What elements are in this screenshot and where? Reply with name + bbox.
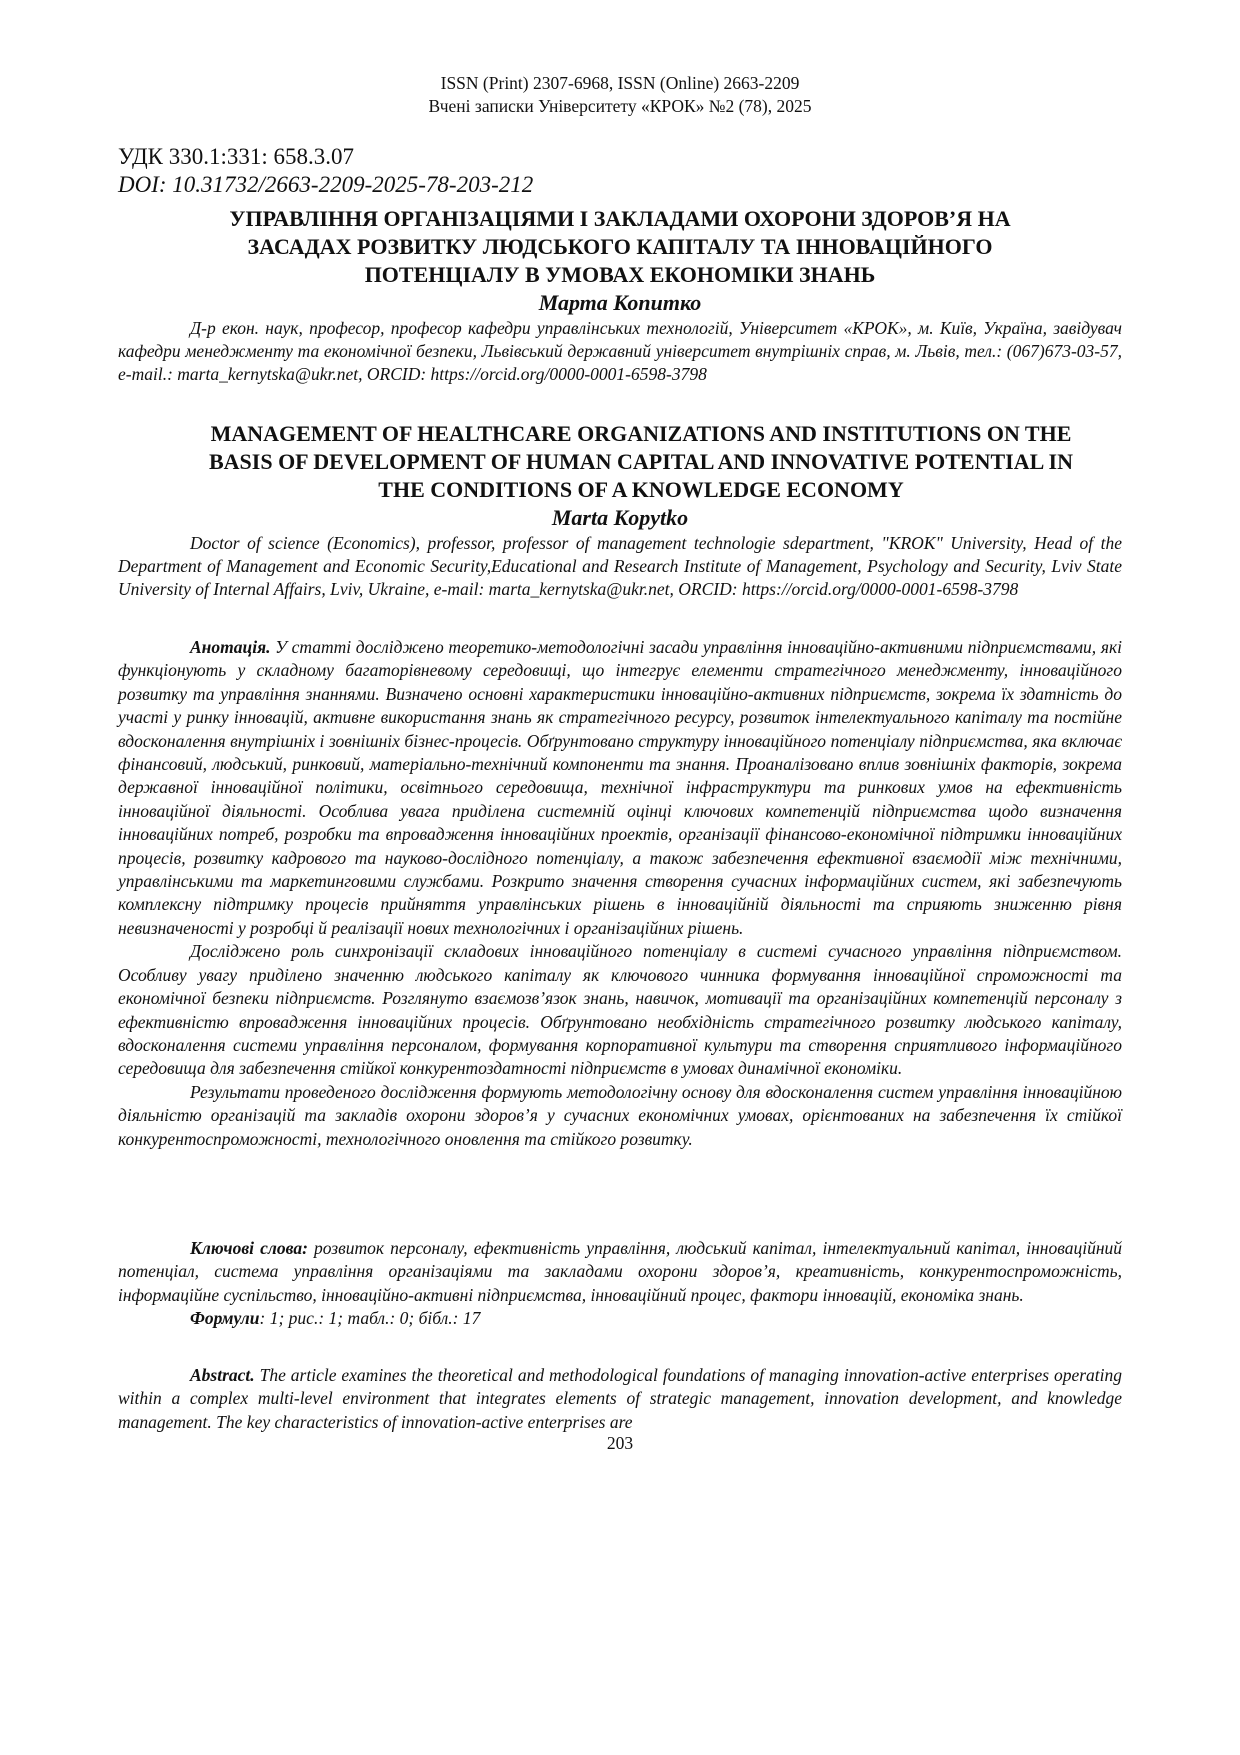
annotation-paragraph-2: Досліджено роль синхронізації складових інноваційного потенціалу в системі сучасного управління підприємством. Особливу увагу приділено значенню людського капіталу як ключового чинника формування інноваційної спроможності та економічної безпеки підприємств. Розглянуто взаємозв’язок знань, навичок, мотивації та організаційних компетенцій персоналу з ефективністю впровадження інноваційних процесів. Обґрунтовано необхідність стратегічного розвитку людського капіталу, вдосконалення системи управління персоналом, формування корпоративної культури та створення сприятливого інформаційного середовища для забезпечення стійкої конкурентоздатності підприємств в умовах динамічної економіки.: [118, 941, 1122, 1079]
annotation-paragraph-3: Результати проведеного дослідження формують методологічну основу для вдосконалення систем управління інноваційною діяльністю організацій та закладів охорони здоров’я у сучасних економічних умовах, орієнтованих на забезпечення їх стійкої конкурентоспроможності, технологічного оновлення та стійкого розвитку.: [118, 1081, 1122, 1149]
abstract-label: Abstract.: [190, 1365, 255, 1385]
english-title-block: [118, 420, 1122, 601]
author-affiliation-en: Doctor of science (Economics), professor, professor of management technologie sdepartment, "KROK" University, Head of the Department of Management and Economic Security,Educational and Research Institute of Management, Psychology and Security, Lviv State University of Internal Affairs, Lviv, Ukraine, e-mail: marta_kernytska@ukr.net, ORCID: https://orcid.org/0000-0001-6598-3798: [118, 533, 1122, 599]
doi[interactable]: DOI: 10.31732/2663-2209-2025-78-203-212: [118, 172, 534, 197]
annotation-text-1: У статті досліджено теоретико-методологічні засади управління інноваційно-активними підприємствами, які функціонують у складному багаторівневому середовищі, що інтегрує елементи стратегічного менеджменту, інноваційного розвитку та управління знаннями. Визначено основні характеристики інноваційно-активних підприємств, зокрема їх здатність до участі у ринку інновацій, активне використання знань як стратегічного ресурсу, розвиток інтелектуального капіталу та постійне вдосконалення внутрішніх і зовнішніх бізнес-процесів. Обґрунтовано структуру інноваційного потенціалу підприємства, яка включає фінансовий, людський, ринковий, матеріально-технічний компоненти та знання. Проаналізовано вплив зовнішніх факторів, зокрема державної інноваційної політики, освітнього середовища, технічної інфраструктури та ринкових умов на ефективність інноваційної діяльності. Особлива увага приділена системній оцінці ключових компетенцій підприємства щодо визначення інноваційних потреб, розробки та впровадження інноваційних проектів, організації фінансово-економічної підтримки інноваційних процесів, розвитку кадрового та науково-дослідного потенціалу, а також забезпечення ефективної взаємодії між технічними, управлінськими та маркетинговими службами. Розкрито значення створення сучасних інформаційних систем, які забезпечують комплексну підтримку процесів прийняття управлінських рішень в інноваційній діяльності та сприяють зниженню рівня невизначеності у розробці й реалізації нових технологічних і організаційних рішень.: [118, 637, 1122, 938]
issn-line: ISSN (Print) 2307-6968, ISSN (Online) 2663-2209: [440, 73, 800, 93]
author-name-uk: Марта Копитко: [538, 290, 702, 315]
keywords-block: [118, 1237, 1122, 1331]
journal-header: [0, 72, 1240, 118]
keywords-text: розвиток персоналу, ефективність управління, людський капітал, інтелектуальний капітал, інноваційний потенціал, система управління організаціями та закладами охорони здоров’я, креативність, конкурентоспроможність, інформаційне суспільство, інноваційно-активні підприємства, інноваційний процес, фактори інновацій, економіка знань.: [118, 1238, 1123, 1305]
abstract-paragraph: [118, 1364, 1122, 1434]
formulas-text: : 1; рис.: 1; табл.: 0; бібл.: 17: [259, 1308, 481, 1329]
journal-issue-line: Вчені записки Університету «КРОК» №2 (78), 2025: [428, 96, 812, 116]
author-name-en: Marta Kopytko: [551, 505, 689, 530]
abstract-en: [118, 1364, 1122, 1434]
formulas-line: [118, 1307, 1122, 1330]
udc-code: УДК 330.1:331: 658.3.07: [118, 144, 355, 169]
ukrainian-title-block: [118, 205, 1122, 386]
article-title-uk: УПРАВЛІННЯ ОРГАНІЗАЦІЯМИ І ЗАКЛАДАМИ ОХОРОНИ ЗДОРОВ’Я НА ЗАСАДАХ РОЗВИТКУ ЛЮДСЬКОГО КАПІТАЛУ ТА ІННОВАЦІЙНОГО ПОТЕНЦІАЛУ В УМОВАХ ЕКОНОМІКИ ЗНАНЬ: [229, 206, 1011, 287]
keywords-paragraph: [118, 1237, 1122, 1307]
article-title-en: MANAGEMENT OF HEALTHCARE ORGANIZATIONS AND INSTITUTIONS ON THE BASIS OF DEVELOPMENT OF HUMAN CAPITAL AND INNOVATIVE POTENTIAL IN THE CONDITIONS OF A KNOWLEDGE ECONOMY: [208, 421, 1074, 502]
author-affiliation-uk: Д-р екон. наук, професор, професор кафедри управлінських технологій, Університет «КРОК», м. Київ, Україна, завідувач кафедри менеджменту та економічної безпеки, Львівський державний університет внутрішніх справ, м. Львів, тел.: (067)673-03-57, e-mail.: marta_kernytska@ukr.net, ORCID: https://orcid.org/0000-0001-6598-3798: [118, 318, 1122, 384]
abstract-text: The article examines the theoretical and methodological foundations of managing innovation-active enterprises operating within a complex multi-level environment that integrates elements of strategic management, innovation development, and knowledge management. The key characteristics of innovation-active enterprises are: [118, 1365, 1122, 1432]
annotation-label: Анотація.: [190, 637, 271, 657]
annotation-paragraph-1: [118, 636, 1122, 940]
udc-doi-block: [118, 143, 533, 199]
formulas-label: Формули: [190, 1308, 260, 1329]
keywords-label: Ключові слова:: [190, 1238, 308, 1258]
page-number: 203: [606, 1433, 634, 1453]
annotation-uk: [118, 636, 1122, 1151]
